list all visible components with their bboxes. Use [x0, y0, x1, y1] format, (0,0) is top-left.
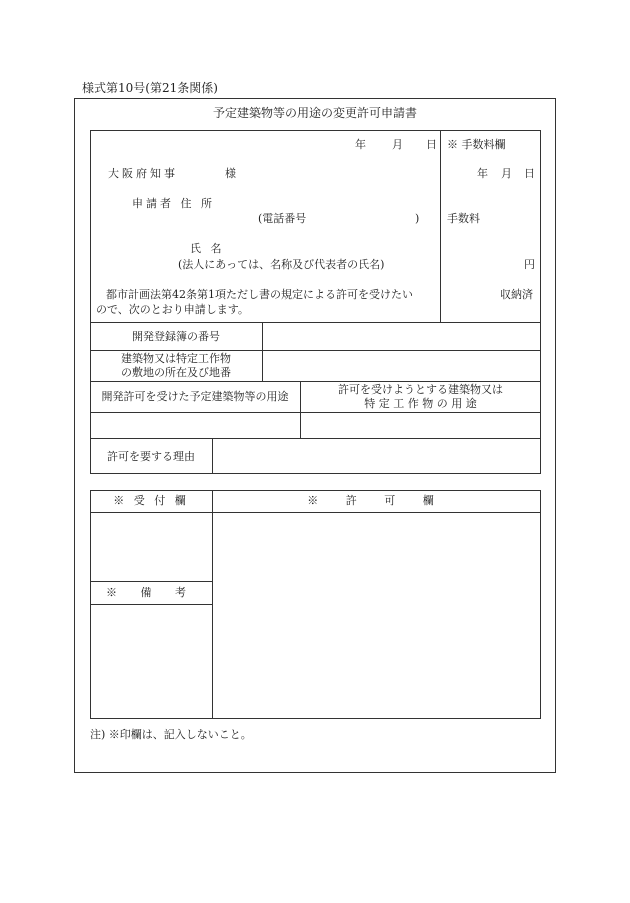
permitted-use-label: 開発許可を受けた予定建築物等の用途 — [101, 390, 289, 403]
main-table — [90, 130, 541, 474]
row-line — [90, 322, 541, 323]
cell-divider — [212, 438, 213, 474]
reason-label: 許可を要する理由 — [107, 450, 195, 463]
reception-header: ※ 受 付 欄 — [113, 494, 189, 507]
date-day: 日 — [426, 138, 437, 151]
remarks-header: ※ 備 考 — [106, 586, 196, 599]
row-line — [90, 438, 541, 439]
cell-divider — [262, 322, 263, 381]
date-year: 年 — [355, 138, 366, 151]
site-location-label-line1: 建築物又は特定工作物 — [121, 352, 231, 365]
name-label: 氏 名 — [190, 242, 225, 255]
addressee: 大阪府知事 — [108, 167, 178, 180]
phone-close: ) — [415, 212, 420, 225]
fee-label: 手数料 — [447, 212, 480, 225]
addressee-honorific: 様 — [225, 167, 236, 180]
cell-divider — [212, 490, 213, 719]
row-line — [90, 350, 541, 351]
form-number: 様式第10号(第21条関係) — [82, 81, 218, 95]
fee-day: 日 — [524, 167, 535, 180]
statement-line1: 都市計画法第42条第1項ただし書の規定による許可を受けたい — [106, 288, 413, 301]
row-line — [90, 581, 212, 582]
row-line — [90, 604, 212, 605]
applicant-address-label: 申請者 住 所 — [132, 197, 215, 210]
fee-year: 年 — [477, 167, 488, 180]
footnote: 注) ※印欄は、記入しないこと。 — [90, 728, 252, 741]
site-location-label-line2: の敷地の所在及び地番 — [121, 366, 231, 379]
statement-line2: ので、次のとおり申請します。 — [96, 303, 249, 316]
permit-header: ※ 許 可 欄 — [307, 494, 446, 507]
fee-unit: 円 — [524, 258, 535, 271]
fee-column-divider — [440, 130, 441, 322]
row-line — [90, 412, 541, 413]
requested-use-label-line1: 許可を受けようとする建築物又は — [338, 383, 503, 396]
row-line — [90, 381, 541, 382]
requested-use-label-line2: 特 定 工 作 物 の 用 途 — [364, 397, 477, 410]
form-title: 予定建築物等の用途の変更許可申請書 — [212, 106, 417, 120]
name-note: (法人にあっては、名称及び代表者の氏名) — [178, 258, 385, 271]
phone-label: (電話番号 — [258, 212, 307, 225]
registry-number-label: 開発登録簿の番号 — [132, 330, 220, 343]
fee-paid: 収納済 — [500, 288, 533, 301]
fee-month: 月 — [501, 167, 512, 180]
date-month: 月 — [392, 138, 403, 151]
row-line — [90, 512, 541, 513]
fee-header: ※ 手数料欄 — [447, 138, 506, 151]
